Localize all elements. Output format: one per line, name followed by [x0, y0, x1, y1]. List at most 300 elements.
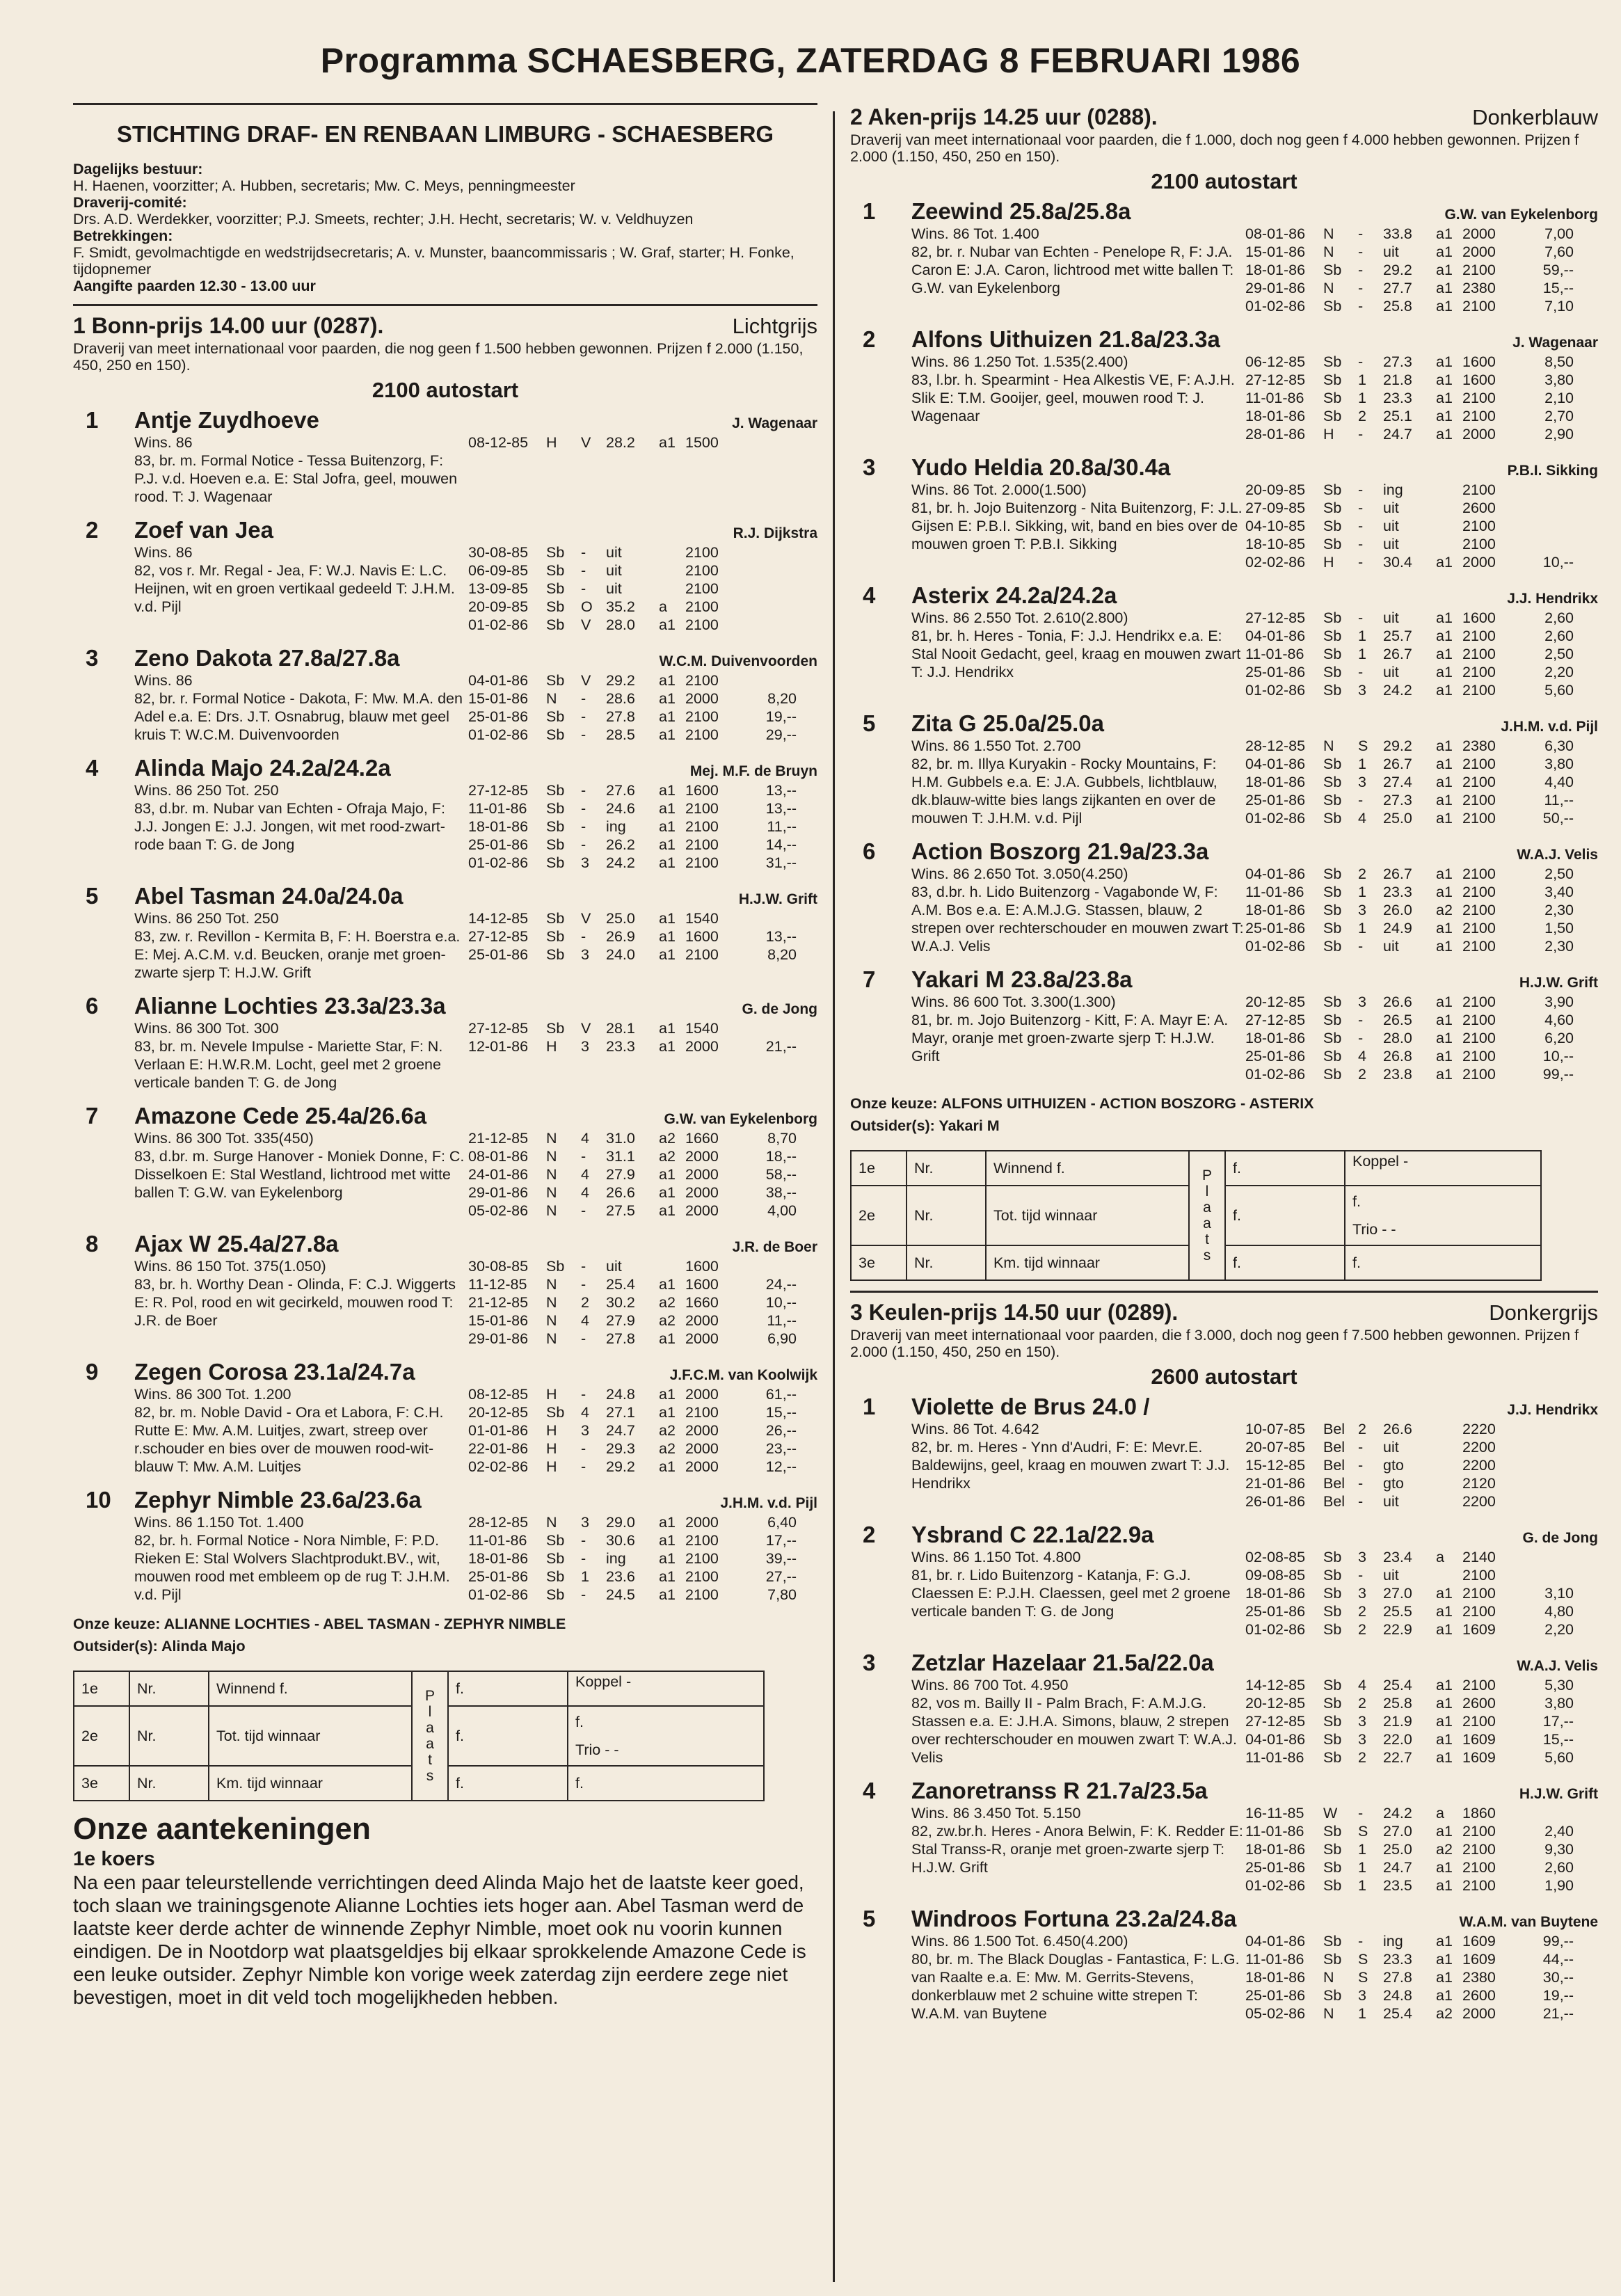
horse-info: Wins. 86 82, vos r. Mr. Regal - Jea, F: W.J. Navis E: L.C. Heijnen, wit en groen vertikaal gedeeld T: J.H.M. v.d. Pijl: [134, 544, 455, 615]
run-distance: 2000: [685, 1148, 719, 1165]
run-date: 14-12-85: [1245, 1677, 1306, 1693]
horse-body: [73, 1019, 817, 1092]
run-place: 3: [1358, 1713, 1366, 1730]
run-odds: [741, 580, 797, 598]
horse-name: Antje Zuydhoeve: [134, 407, 319, 433]
run-row: [1245, 1822, 1598, 1840]
run-class: a1: [659, 616, 676, 633]
run-distance: 2100: [1462, 866, 1496, 882]
run-row: [1245, 1676, 1598, 1694]
run-date: 18-01-86: [1245, 774, 1306, 790]
run-odds: 21,--: [1542, 2005, 1574, 2022]
run-place: 1: [1358, 628, 1366, 644]
run-track: Sb: [1323, 1951, 1342, 1968]
run-time: 26.6: [1383, 1421, 1412, 1437]
run-time: 25.5: [1383, 1603, 1412, 1620]
run-track: Sb: [1323, 1987, 1342, 2004]
horse-driver: G. de Jong: [1522, 1530, 1598, 1546]
run-distance: 1609: [1462, 1621, 1496, 1638]
run-time: 23.8: [1383, 1066, 1412, 1083]
run-odds: 3,10: [1544, 1585, 1574, 1602]
horse-body: [850, 865, 1598, 955]
run-track: Sb: [1323, 1567, 1342, 1584]
trio-dash: - -: [605, 1741, 619, 1758]
run-date: 22-01-86: [468, 1440, 529, 1457]
horse-name: Ysbrand C 22.1a/22.9a: [911, 1522, 1154, 1547]
run-place: 1: [1358, 756, 1366, 772]
run-place: V: [581, 434, 591, 451]
run-place: -: [1358, 1493, 1364, 1510]
run-class: a1: [1436, 554, 1453, 571]
run-distance: 2100: [685, 1404, 719, 1421]
run-odds: 24,--: [765, 1276, 797, 1293]
run-odds: [741, 616, 797, 634]
run-class: a1: [1436, 609, 1453, 626]
run-track: Sb: [546, 836, 565, 853]
result-row: [74, 1671, 764, 1706]
run-distance: 2100: [685, 708, 719, 725]
run-track: Sb: [546, 1550, 565, 1567]
run-track: H: [1323, 426, 1334, 443]
result-table: [850, 1150, 1542, 1281]
horse-runs: [1245, 225, 1598, 315]
run-distance: 2100: [685, 946, 719, 963]
horse-entry: [850, 582, 1598, 699]
horse-driver: J.J. Hendrikx: [1507, 1402, 1598, 1418]
horse-name: Zetzlar Hazelaar 21.5a/22.0a: [911, 1650, 1214, 1675]
run-date: 27-12-85: [1245, 372, 1306, 388]
run-time: ing: [606, 1550, 626, 1567]
run-date: 18-01-86: [1245, 1841, 1306, 1858]
run-row: [1245, 1548, 1598, 1566]
run-row: [1245, 1474, 1598, 1492]
run-date: 08-01-86: [1245, 225, 1306, 242]
run-place: 4: [581, 1130, 589, 1147]
run-row: [468, 708, 817, 726]
run-distance: 2100: [1462, 938, 1496, 955]
horse-number: 5: [863, 1906, 876, 1931]
run-date: 20-09-85: [468, 598, 529, 615]
horse-body: [73, 1257, 817, 1348]
run-place: S: [1358, 738, 1368, 754]
run-place: V: [581, 616, 591, 633]
run-class: a: [1436, 1805, 1444, 1821]
horse-number: 7: [86, 1103, 99, 1129]
run-class: a1: [1436, 1859, 1453, 1876]
run-row: [468, 1531, 817, 1549]
race-description: Draverij van meet internationaal voor paarden, die nog geen f 1.500 hebben gewonnen. Prijzen f 2.000 (1.150, 450, 250 en 150).: [73, 340, 804, 374]
annotations-text: Na een paar teleurstellende verrichtingen deed Alinda Majo het de laatste keer goed, toch slaan we trainingsgenote Alianne Lochties iets hoger aan. Abel Tasman werd de laatste keer derde achter de winnende Zephyr Nimble, moet ook nu voorin kunnen eindigen. De in Nootdorp wat plaatsgeldjes bij elkaar sprokkelende Amazone Cede is een leuke outsider. Zephyr Nimble kon vorige week zaterdag zijn eerdere zege niet bevestigen, moet in dit veld toch mogelijkheden hebben.: [73, 1872, 806, 2008]
run-row: [1245, 407, 1598, 425]
run-track: N: [546, 1294, 557, 1311]
run-place: 4: [1358, 1677, 1366, 1693]
run-place: -: [581, 1586, 586, 1603]
run-odds: 2,10: [1544, 390, 1574, 406]
run-row: [1245, 737, 1598, 755]
run-date: 28-12-85: [468, 1514, 529, 1531]
run-place: -: [581, 1202, 586, 1219]
run-class: [1436, 1492, 1462, 1510]
trio-cell: [568, 1706, 764, 1766]
run-place: -: [581, 836, 586, 853]
run-time: 28.0: [606, 616, 635, 633]
race-distance: 2100 autostart: [372, 378, 519, 402]
horse-header: [73, 645, 817, 671]
run-distance: 2100: [685, 580, 719, 597]
run-place: -: [581, 1330, 586, 1347]
race-header: [850, 1298, 1598, 1327]
horse-number: 5: [863, 710, 876, 736]
run-odds: 38,--: [765, 1184, 797, 1201]
horse-driver: H.J.W. Grift: [738, 891, 817, 907]
run-odds: 5,60: [1544, 682, 1574, 699]
horse-info: Wins. 86 700 Tot. 4.950 82, vos m. Bailly II - Palm Brach, F: A.M.J.G. Stassen e.a. E: J.H.A. Simons, blauw, 2 strepen over rechterschouder en mouwen zwart T: W.A.J. Velis: [911, 1677, 1238, 1766]
run-date: 01-02-86: [468, 854, 529, 871]
run-time: 35.2: [606, 598, 635, 615]
run-place: -: [1358, 500, 1364, 516]
result-cell: 1e: [74, 1671, 129, 1706]
horse-runs: [468, 909, 817, 982]
run-date: 05-02-86: [1245, 2005, 1306, 2022]
run-time: 27.8: [606, 708, 635, 725]
annotations-sub: 1e koers: [73, 1848, 155, 1870]
horse-name: Ajax W 25.4a/27.8a: [134, 1231, 339, 1257]
run-class: a1: [1436, 682, 1453, 699]
run-track: Sb: [1323, 1621, 1342, 1638]
run-place: 3: [1358, 1987, 1366, 2004]
run-place: 3: [1358, 1585, 1366, 1602]
horse-header: [850, 582, 1598, 609]
horse-number: 2: [863, 326, 876, 352]
f-cell: f.: [448, 1706, 568, 1766]
horse-driver: W.A.J. Velis: [1517, 1658, 1598, 1674]
divider: [850, 1291, 1598, 1293]
run-place: -: [581, 1276, 586, 1293]
run-time: 22.7: [1383, 1749, 1412, 1766]
horse-header: [850, 1522, 1598, 1548]
run-distance: 2100: [1462, 920, 1496, 936]
run-date: 28-12-85: [1245, 738, 1306, 754]
run-date: 09-08-85: [1245, 1567, 1306, 1584]
run-track: Sb: [546, 726, 565, 743]
run-distance: 1660: [685, 1130, 719, 1147]
run-row: [1245, 1456, 1598, 1474]
horse-runs: [1245, 481, 1598, 571]
run-time: 29.3: [606, 1440, 635, 1457]
run-row: [468, 927, 817, 946]
run-row: [1245, 499, 1598, 517]
run-class: a1: [659, 1550, 676, 1567]
run-row: [468, 1312, 817, 1330]
run-row: [468, 1549, 817, 1568]
run-odds: [741, 598, 797, 616]
run-class: a1: [1436, 1621, 1453, 1638]
result-table: [73, 1671, 765, 1801]
run-time: 24.5: [606, 1586, 635, 1603]
run-place: 3: [1358, 902, 1366, 918]
run-date: 30-08-85: [468, 1258, 529, 1275]
run-row: [1245, 1566, 1598, 1584]
run-row: [1245, 297, 1598, 315]
horse-number: 4: [86, 755, 99, 781]
run-date: 20-07-85: [1245, 1439, 1306, 1456]
run-date: 11-12-85: [468, 1276, 527, 1293]
run-time: 22.9: [1383, 1621, 1412, 1638]
horse-info: Wins. 86 Tot. 1.400 82, br. r. Nubar van Echten - Penelope R, F: J.A. Caron E: J.A. Caron, lichtrood met witte ballen T: G.W. van Eykelenborg: [911, 225, 1234, 296]
run-date: 11-01-86: [468, 800, 527, 817]
run-date: 25-01-86: [468, 836, 529, 853]
trio-f: f.: [1345, 1245, 1541, 1280]
run-place: S: [1358, 1951, 1368, 1968]
horse-header: [850, 710, 1598, 737]
trio-label: Trio: [1352, 1221, 1378, 1238]
run-class: a1: [659, 1532, 676, 1549]
horse-runs: [1245, 993, 1598, 1083]
run-distance: 2100: [1462, 792, 1496, 808]
run-distance: 2000: [685, 1038, 719, 1055]
run-date: 25-01-86: [1245, 1859, 1306, 1876]
run-row: [1245, 425, 1598, 443]
run-row: [468, 1183, 817, 1202]
run-class: [659, 1257, 685, 1275]
run-track: Sb: [546, 1586, 565, 1603]
run-row: [1245, 1438, 1598, 1456]
run-date: 25-01-86: [1245, 664, 1306, 680]
horse-header: [73, 1359, 817, 1385]
run-odds: 2,70: [1544, 408, 1574, 424]
run-time: ing: [1383, 481, 1403, 498]
horse-entry: [73, 883, 817, 982]
run-place: 2: [1358, 1421, 1366, 1437]
f-cell: f.: [448, 1671, 568, 1706]
run-odds: 9,30: [1544, 1841, 1574, 1858]
horse-body: [850, 1548, 1598, 1639]
run-row: [468, 1403, 817, 1421]
koppel-f: f.: [1352, 1193, 1361, 1210]
run-class: a1: [659, 1514, 676, 1531]
run-track: Sb: [1323, 353, 1342, 370]
run-time: 25.7: [1383, 628, 1412, 644]
run-date: 21-01-86: [1245, 1475, 1306, 1492]
run-time: 25.4: [1383, 1677, 1412, 1693]
horse-info: Wins. 86 600 Tot. 3.300(1.300) 81, br. m. Jojo Buitenzorg - Kitt, F: A. Mayr E: A. Mayr, oranje met groen-zwarte sjerp T: H.J.W. Grift: [911, 994, 1229, 1065]
run-row: [1245, 1420, 1598, 1438]
horse-body: [850, 1420, 1598, 1510]
run-class: a1: [659, 708, 676, 725]
run-date: 26-01-86: [1245, 1493, 1306, 1510]
horse-info: Wins. 86 1.500 Tot. 6.450(4.200) 80, br. m. The Black Douglas - Fantastica, F: L.G. van Raalte e.a. E: Mw. M. Gerrits-Stevens, donkerblauw met 2 schuine witte strepen T: W.A.M. van Buytene: [911, 1933, 1240, 2022]
run-place: -: [581, 1440, 586, 1457]
run-date: 08-12-85: [468, 1386, 529, 1403]
run-time: 25.0: [606, 910, 635, 927]
run-time: ing: [1383, 1933, 1403, 1950]
run-time: uit: [606, 544, 622, 561]
run-time: 23.5: [1383, 1877, 1412, 1894]
run-date: 20-09-85: [1245, 481, 1306, 498]
run-place: -: [1358, 1012, 1364, 1028]
run-time: uit: [1383, 1439, 1399, 1456]
org-comite-label: Draverij-comité:: [73, 194, 187, 211]
run-time: gto: [1383, 1475, 1404, 1492]
run-date: 01-02-86: [468, 616, 529, 633]
koppel-f: f.: [575, 1714, 584, 1730]
run-time: 21.9: [1383, 1713, 1412, 1730]
run-odds: [1518, 499, 1574, 517]
run-odds: 8,50: [1544, 353, 1574, 370]
horse-runs: [1245, 1420, 1598, 1510]
run-odds: [1518, 1474, 1574, 1492]
run-track: Sb: [546, 928, 565, 945]
run-class: [1436, 499, 1462, 517]
run-distance: 2100: [1462, 1823, 1496, 1840]
run-odds: 11,--: [767, 818, 797, 835]
run-place: 3: [1358, 1549, 1366, 1565]
run-odds: 3,80: [1544, 372, 1574, 388]
run-class: a1: [1436, 390, 1453, 406]
run-class: a1: [1436, 1585, 1453, 1602]
run-track: Sb: [1323, 372, 1342, 388]
run-track: W: [1323, 1805, 1338, 1821]
run-row: [468, 1440, 817, 1458]
run-place: -: [581, 1148, 586, 1165]
run-track: Sb: [1323, 920, 1342, 936]
horse-driver: G.W. van Eykelenborg: [664, 1111, 817, 1127]
run-date: 08-01-86: [468, 1148, 529, 1165]
run-class: a1: [1436, 994, 1453, 1010]
run-date: 04-10-85: [1245, 518, 1306, 534]
run-class: a1: [1436, 646, 1453, 662]
run-date: 15-01-86: [468, 1312, 529, 1329]
org-comite: Drs. A.D. Werdekker, voorzitter; P.J. Smeets, rechter; J.H. Hecht, secretaris; W. v. Veldhuyzen: [73, 211, 694, 228]
run-date: 10-07-85: [1245, 1421, 1306, 1437]
run-place: -: [1358, 609, 1364, 626]
run-time: gto: [1383, 1457, 1404, 1474]
run-class: a1: [1436, 884, 1453, 900]
run-class: a: [659, 598, 667, 615]
run-date: 12-01-86: [468, 1038, 529, 1055]
run-date: 25-01-86: [468, 946, 529, 963]
run-odds: 2,50: [1544, 646, 1574, 662]
run-place: -: [1358, 554, 1364, 571]
run-row: [468, 671, 817, 689]
run-class: a1: [1436, 792, 1453, 808]
run-row: [1245, 865, 1598, 883]
run-track: Sb: [546, 1020, 565, 1037]
run-distance: 1600: [1462, 372, 1496, 388]
run-distance: 1860: [1462, 1805, 1496, 1821]
run-date: 18-01-86: [1245, 1030, 1306, 1046]
run-class: a1: [659, 672, 676, 689]
run-track: H: [546, 1386, 557, 1403]
run-odds: 21,--: [765, 1038, 797, 1055]
run-distance: 2100: [1462, 628, 1496, 644]
plaats-cell: P l a a t s: [1189, 1151, 1225, 1280]
run-distance: 2100: [685, 836, 719, 853]
run-row: [468, 1458, 817, 1476]
run-time: uit: [1383, 536, 1399, 552]
run-time: uit: [1383, 518, 1399, 534]
run-time: 27.6: [606, 782, 635, 799]
run-time: 22.0: [1383, 1731, 1412, 1748]
run-date: 18-01-86: [1245, 1585, 1306, 1602]
run-distance: 2600: [1462, 500, 1496, 516]
run-class: a1: [1436, 1695, 1453, 1712]
horse-number: 2: [863, 1522, 876, 1547]
run-track: Sb: [1323, 1012, 1342, 1028]
run-odds: [1518, 1548, 1574, 1566]
run-place: -: [1358, 792, 1364, 808]
run-class: a1: [1436, 408, 1453, 424]
run-place: V: [581, 910, 591, 927]
run-odds: 8,70: [767, 1130, 797, 1147]
run-place: 3: [581, 946, 589, 963]
horse-name: Action Boszorg 21.9a/23.3a: [911, 838, 1209, 864]
run-place: O: [581, 598, 593, 615]
run-class: [1436, 517, 1462, 535]
run-time: 24.7: [1383, 1859, 1412, 1876]
race-distance: 2600 autostart: [1151, 1364, 1297, 1389]
run-date: 24-01-86: [468, 1166, 529, 1183]
run-track: Bel: [1323, 1457, 1345, 1474]
trio-f: f.: [568, 1766, 764, 1801]
run-place: -: [1358, 481, 1364, 498]
run-track: Sb: [546, 1532, 565, 1549]
run-odds: 99,--: [1542, 1066, 1574, 1083]
run-distance: 2600: [1462, 1695, 1496, 1712]
left-column: [73, 103, 817, 2288]
horse-runs: [1245, 353, 1598, 443]
run-row: [1245, 1492, 1598, 1510]
run-distance: 2000: [685, 1184, 719, 1201]
f-cell: f.: [448, 1766, 568, 1801]
run-track: Sb: [1323, 262, 1342, 278]
run-time: 25.8: [1383, 1695, 1412, 1712]
run-track: Sb: [1323, 774, 1342, 790]
horse-body: [850, 1804, 1598, 1895]
run-track: Sb: [1323, 1933, 1342, 1950]
run-odds: [1518, 535, 1574, 553]
run-distance: 2100: [1462, 1677, 1496, 1693]
run-odds: [1518, 1492, 1574, 1510]
run-class: a1: [659, 1330, 676, 1347]
run-distance: 2000: [685, 1202, 719, 1219]
horse-number: 3: [863, 1650, 876, 1675]
run-odds: 44,--: [1542, 1951, 1574, 1968]
run-distance: 2100: [685, 726, 719, 743]
run-odds: 13,--: [765, 928, 797, 945]
result-cell: 3e: [851, 1245, 907, 1280]
horse-header: [73, 1487, 817, 1513]
org-betrek: F. Smidt, gevolmachtigde en wedstrijdsecretaris; A. v. Munster, baancommissaris ; W. Graf, starter; H. Fonke, tijdopnemer: [73, 244, 794, 278]
run-class: a1: [659, 1386, 676, 1403]
run-distance: 2100: [1462, 1877, 1496, 1894]
run-track: H: [546, 1440, 557, 1457]
run-date: 18-01-86: [468, 818, 529, 835]
run-track: Sb: [546, 1568, 565, 1585]
run-class: [1436, 1566, 1462, 1584]
page-title: Programma SCHAESBERG, ZATERDAG 8 FEBRUARI 1986: [320, 41, 1301, 80]
run-date: 04-01-86: [1245, 1731, 1306, 1748]
run-class: a1: [659, 836, 676, 853]
run-distance: 2100: [1462, 298, 1496, 314]
horse-driver: W.A.J. Velis: [1517, 847, 1598, 863]
race-color: Lichtgrijs: [732, 314, 817, 338]
trio-cell: [1345, 1186, 1541, 1245]
run-place: 3: [581, 854, 589, 871]
horse-runs: [1245, 865, 1598, 955]
horse-runs: [468, 1513, 817, 1604]
run-time: 31.0: [606, 1130, 635, 1147]
